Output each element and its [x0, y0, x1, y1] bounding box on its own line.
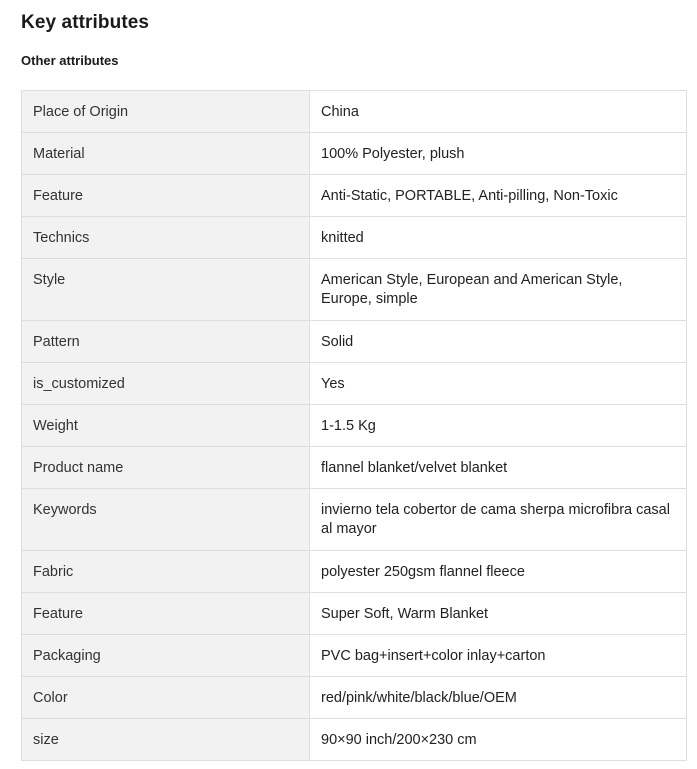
attribute-row: [22, 363, 687, 405]
attribute-value: polyester 250gsm flannel fleece: [310, 551, 687, 593]
attribute-label: Keywords: [22, 489, 310, 551]
attribute-row: [22, 447, 687, 489]
attribute-value: Yes: [310, 363, 687, 405]
attribute-row: [22, 719, 687, 761]
attribute-label: is_customized: [22, 363, 310, 405]
attribute-label: Packaging: [22, 635, 310, 677]
page-title: Key attributes: [21, 12, 150, 33]
attribute-label: Fabric: [22, 551, 310, 593]
attribute-label: Material: [22, 133, 310, 175]
attribute-row: [22, 133, 687, 175]
attribute-value: knitted: [310, 217, 687, 259]
attribute-value: Super Soft, Warm Blanket: [310, 593, 687, 635]
attribute-label: Style: [22, 259, 310, 321]
attribute-value: PVC bag+insert+color inlay+carton: [310, 635, 687, 677]
attribute-row: [22, 259, 687, 321]
attribute-label: Color: [22, 677, 310, 719]
attribute-row: [22, 217, 687, 259]
attribute-value: Anti-Static, PORTABLE, Anti-pilling, Non-Toxic: [310, 175, 687, 217]
attribute-row: [22, 405, 687, 447]
attribute-value: Solid: [310, 321, 687, 363]
attribute-label: Product name: [22, 447, 310, 489]
attribute-value: 100% Polyester, plush: [310, 133, 687, 175]
attribute-label: Place of Origin: [22, 91, 310, 133]
attribute-label: Feature: [22, 593, 310, 635]
attribute-value: American Style, European and American Style, Europe, simple: [310, 259, 687, 321]
attribute-value: 1-1.5 Kg: [310, 405, 687, 447]
attribute-row: [22, 593, 687, 635]
attribute-value: red/pink/white/black/blue/OEM: [310, 677, 687, 719]
attribute-value: 90×90 inch/200×230 cm: [310, 719, 687, 761]
attribute-value: flannel blanket/velvet blanket: [310, 447, 687, 489]
attribute-label: Technics: [22, 217, 310, 259]
attribute-row: [22, 321, 687, 363]
attribute-row: [22, 175, 687, 217]
attribute-label: Feature: [22, 175, 310, 217]
attribute-value: invierno tela cobertor de cama sherpa microfibra casal al mayor: [310, 489, 687, 551]
section-title-other-attributes: Other attributes: [21, 53, 119, 68]
attributes-table-body: [22, 91, 687, 761]
attribute-value: China: [310, 91, 687, 133]
attribute-label: Weight: [22, 405, 310, 447]
attribute-label: size: [22, 719, 310, 761]
attribute-label: Pattern: [22, 321, 310, 363]
attribute-row: [22, 551, 687, 593]
attributes-table: [21, 90, 687, 761]
attribute-row: [22, 677, 687, 719]
attribute-row: [22, 489, 687, 551]
attribute-row: [22, 91, 687, 133]
attribute-row: [22, 635, 687, 677]
